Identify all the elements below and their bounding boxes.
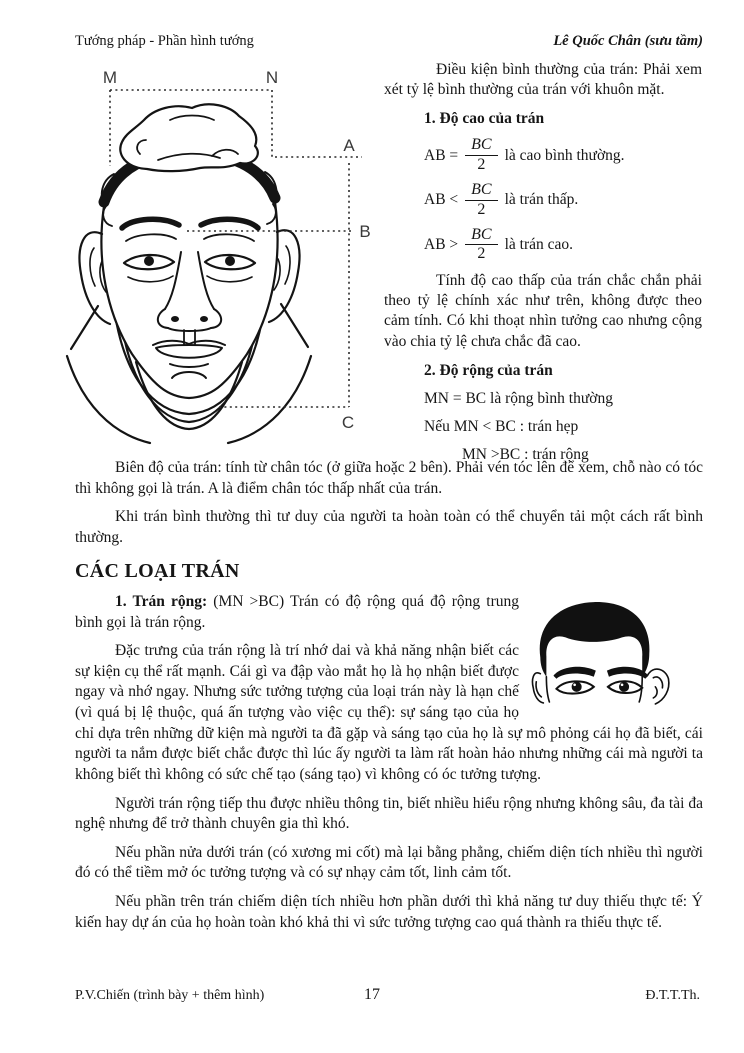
rule-normal-width: MN = BC là rộng bình thường	[424, 389, 613, 407]
right-column	[384, 60, 702, 473]
paragraph: Người trán rộng tiếp thu được nhiều thông tin, biết nhiều hiểu rộng nhưng không sâu, đa tài đa nghệ nhưng để trở thành chuyên gia thì khó.	[75, 794, 703, 833]
diagram-label-a: A	[343, 136, 355, 155]
fraction: $\frac{BC}{2}$	[465, 227, 497, 264]
paragraph: Đặc trưng của trán rộng là trí nhớ dai và khả năng nhận biết các sự kiện cụ thể rất mạnh. Cái gì va đập vào mắt họ là họ nhận biết được ngay và nhớ ngay. Nhưng sức tưởng tượng của loại trán này là hạn chế (vì quá bị lệ thuộc, quá ấn tượng vào việc cụ thể): sự sáng tạo của họ chỉ dựa trên những dữ kiện mà người ta đã gặp và sáng tạo của họ là sự mô phỏng cái họ đã biết, cái người ta nắm được biết chắc được thì lúc ấy người ta làm rất hoàn hảo nhưng những cái mà người ta không biết thì không có sức chế tạo (sáng tạo) vì không có óc tưởng tượng.	[75, 642, 703, 783]
face-line-drawing	[62, 56, 382, 448]
formula-high-forehead: AB > $\frac{BC}{2}$ là trán cao.	[424, 225, 574, 263]
rule-wide: MN >BC : trán rộng	[462, 446, 589, 464]
diagram-label-c: C	[341, 413, 355, 432]
main-text	[75, 458, 703, 941]
paragraph: Khi trán bình thường thì tư duy của người ta hoàn toàn có thể chuyển tải một cách rất bình thường.	[75, 508, 703, 546]
fraction: $\frac{BC}{2}$	[465, 182, 497, 219]
wide-forehead-block	[75, 592, 703, 785]
paragraph: Biên độ của trán: tính từ chân tóc (ở giữa hoặc 2 bên). Phải vén tóc lên để xem, chỗ nào có tóc thì không gọi là trán. A là điểm chân tóc thấp nhất của trán.	[75, 459, 703, 497]
page-footer	[0, 986, 744, 1008]
diagram-label-m: M	[102, 68, 118, 87]
subheading-forehead-width: 2. Độ rộng của trán	[424, 361, 553, 379]
subheading-forehead-height: 1. Độ cao của trán	[424, 110, 545, 128]
page-header	[75, 33, 703, 50]
wide-forehead-portrait	[531, 594, 703, 708]
header-author: Lê Quốc Chân (sưu tầm)	[553, 33, 703, 49]
paragraph: Nếu phần nửa dưới trán (có xương mi cốt) mà lại bằng phẳng, chiếm diện tích nhiều thì người đó có thể tiềm mở óc tưởng tượng và có sự nhạy cảm tốt, linh cảm tốt.	[75, 843, 703, 882]
diagram-label-b: B	[359, 222, 371, 241]
footer-right: Đ.T.T.Th.	[645, 988, 700, 1003]
formula-low-forehead: AB < $\frac{BC}{2}$ là trán thấp.	[424, 181, 579, 218]
paragraph: Nếu phần trên trán chiếm diện tích nhiều hơn phần dưới thì khả năng tư duy thiếu thực tế: Ý kiến hay dự án của họ hoàn toàn khó khả thi vì sức tưởng tượng cao quá thành ra thiếu thực tế.	[75, 892, 703, 931]
formula-normal-height: AB = $\frac{BC}{2}$ là cao bình thường.	[424, 136, 625, 174]
paragraph: Điều kiện bình thường của trán: Phải xem xét tỷ lệ bình thường của trán với khuôn mặt.	[384, 61, 702, 99]
forehead-measure-diagram	[62, 56, 382, 448]
paragraph: Tính độ cao thấp của trán chắc chắn phải theo tỷ lệ chính xác như trên, không được theo cảm tính. Có khi thoạt nhìn tưởng cao nhưng cộng vào chia tỷ lệ chưa chắc đã cao.	[384, 272, 702, 350]
fraction: $\frac{BC}{2}$	[465, 137, 497, 174]
section-title: CÁC LOẠI TRÁN	[75, 560, 240, 583]
footer-left: P.V.Chiến (trình bày + thêm hình)	[75, 988, 265, 1003]
page-number: 17	[364, 986, 380, 1003]
header-title: Tướng pháp - Phần hình tướng	[75, 33, 254, 49]
list-lead: 1. Trán rộng:	[115, 593, 208, 611]
rule-narrow: Nếu MN < BC : trán hẹp	[424, 418, 579, 436]
paragraph: 1. Trán rộng: (MN >BC) Trán có độ rộng quá độ rộng trung bình gọi là trán rộng.	[75, 593, 519, 631]
wide-forehead-face-illustration	[531, 594, 703, 708]
diagram-label-n: N	[265, 68, 279, 87]
